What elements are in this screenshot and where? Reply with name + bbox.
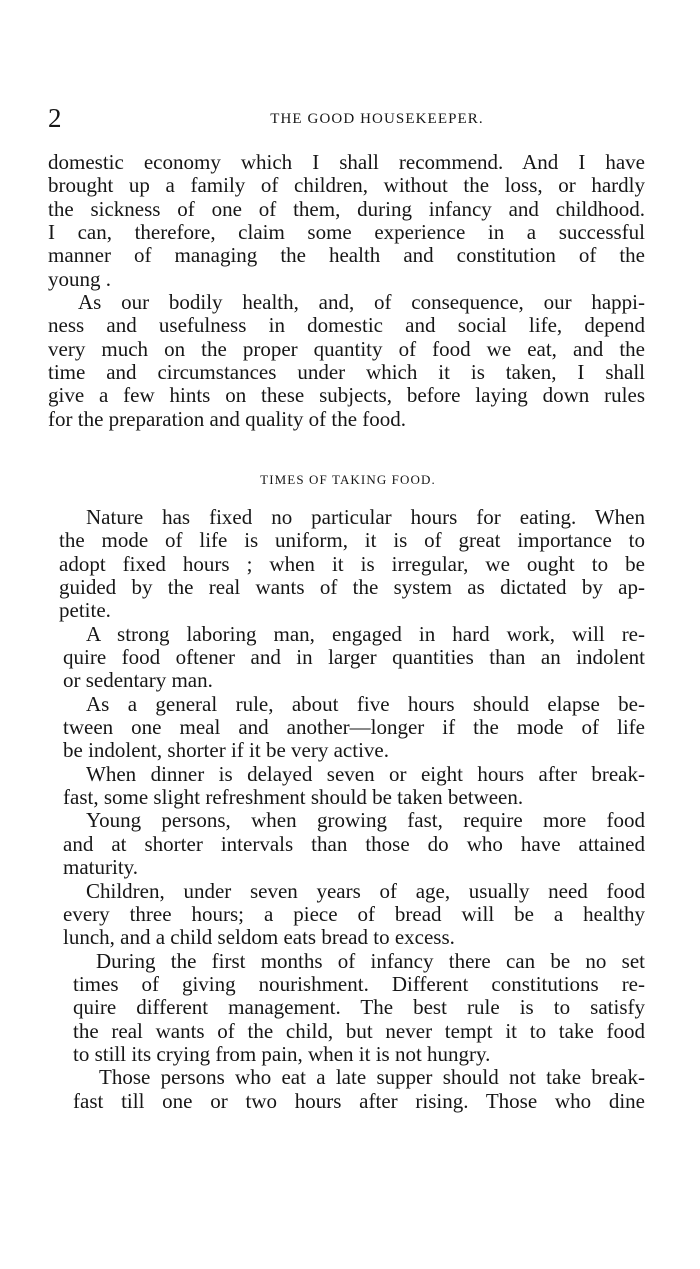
text-line: or sedentary man. (63, 668, 213, 693)
text-line: As our bodily health, and, of consequence, our happi- (78, 290, 645, 315)
text-line: the sickness of one of them, during infancy and childhood. (48, 196, 645, 221)
text-line: adopt fixed hours ; when it is irregular, we ought to be (59, 551, 645, 576)
text-line: brought up a family of children, without the loss, or hardly (48, 173, 645, 198)
text-line: and at shorter intervals than those do who have attained (63, 831, 645, 856)
text-line: Nature has fixed no particular hours for eating. When (86, 505, 645, 529)
text-line: manner of managing the health and constitution of the (48, 243, 645, 268)
text-line: Young persons, when growing fast, require more food (86, 808, 645, 833)
text-line: When dinner is delayed seven or eight hours after break- (86, 761, 645, 786)
text-line: give a few hints on these subjects, before laying down rules (48, 383, 645, 408)
text-line: young . (48, 266, 111, 291)
text-line: quire food oftener and in larger quantities than an indolent (63, 645, 645, 670)
text-line: ness and usefulness in domestic and social life, depend (48, 313, 645, 338)
text-line: very much on the proper quantity of food we eat, and the (48, 336, 645, 361)
section-text (48, 506, 645, 1113)
intro-text (48, 151, 645, 431)
text-line: be indolent, shorter if it be very active. (63, 738, 389, 763)
text-line: fast till one or two hours after rising. Those who dine (73, 1088, 645, 1113)
text-line: domestic economy which I shall recommend. And I have (48, 150, 645, 174)
text-line: tween one meal and another—longer if the mode of life (63, 715, 645, 740)
text-line: for the preparation and quality of the food. (48, 406, 407, 431)
text-line: guided by the real wants of the system as dictated by ap- (59, 575, 645, 600)
text-line: Children, under seven years of age, usually need food (86, 878, 645, 903)
text-line: time and circumstances under which it is taken, I shall (48, 360, 645, 385)
text-line: Those persons who eat a late supper should not take break- (99, 1065, 645, 1090)
page-header (48, 102, 648, 134)
text-line: During the first months of infancy there can be no set (96, 948, 645, 973)
text-line: the real wants of the child, but never tempt it to take food (73, 1018, 645, 1043)
text-line: fast, some slight refreshment should be taken between. (63, 785, 524, 810)
text-line: petite. (59, 598, 111, 623)
text-line: times of giving nourishment. Different constitutions re- (73, 971, 645, 996)
text-line: I can, therefore, claim some experience in a successful (48, 220, 645, 245)
text-line: to still its crying from pain, when it is not hungry. (73, 1041, 491, 1066)
running-head: THE GOOD HOUSEKEEPER. (270, 111, 484, 127)
text-line: the mode of life is uniform, it is of great importance to (59, 528, 645, 553)
page-number: 2 (48, 103, 62, 133)
text-line: lunch, and a child seldom eats bread to excess. (63, 925, 455, 950)
text-line: A strong laboring man, engaged in hard work, will re- (86, 621, 645, 646)
text-line: quire different management. The best rule is to satisfy (73, 995, 645, 1020)
section-heading: TIMES OF TAKING FOOD. (260, 472, 436, 487)
text-line: maturity. (63, 855, 139, 880)
text-line: As a general rule, about five hours should elapse be- (86, 691, 645, 716)
text-line: every three hours; a piece of bread will be a healthy (63, 901, 645, 926)
